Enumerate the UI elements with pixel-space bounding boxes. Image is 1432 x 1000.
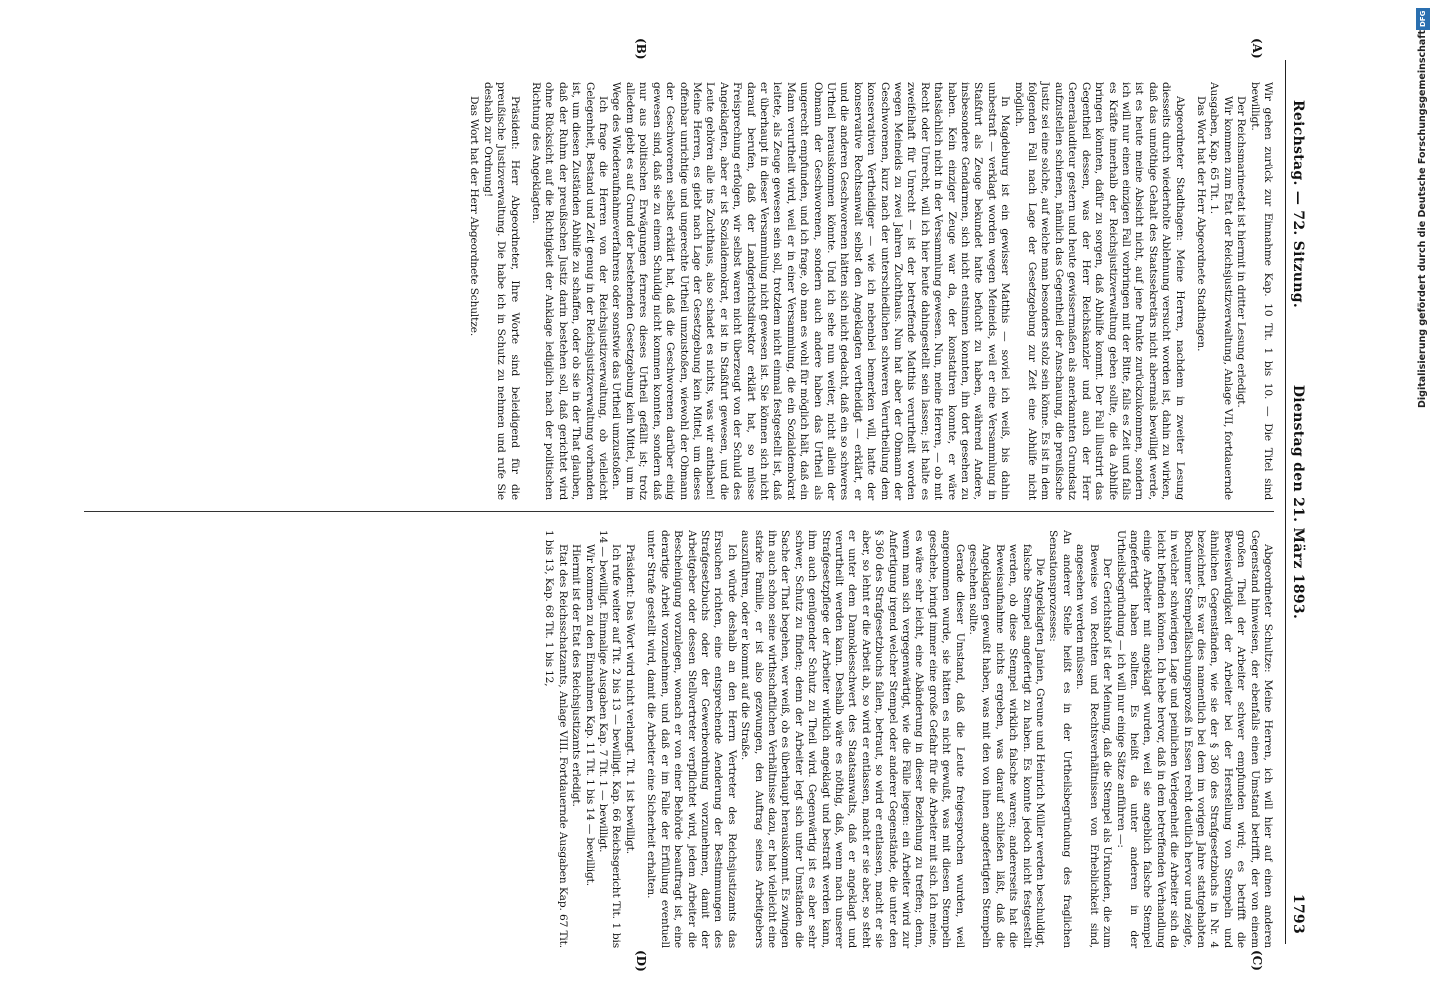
paragraph: Ich rufe weiter auf Tit. 2 bis 13 — bewilligt. Kap. 66 Reichsgericht Tit. 1 bis 14 — bewilligt. Einmalige Ausgaben Kap. 7 Tit. 1 — bewilligt. <box>597 530 623 948</box>
paragraph: Wir kommen zu den Einnahmen Kap. 11 Tit. 1 bis 14 — bewilligt. <box>583 544 596 887</box>
header-center: Dienstag den 21. März 1893. <box>1290 384 1306 620</box>
paragraph: An anderer Stelle heißt es in der Urtheilsbegründung des fraglichen Sensationsprozesses: <box>1047 530 1073 948</box>
paragraph: Ich frage die Herren von der Reichsjustizverwaltung, ob vielleicht Gelegenheit, Bestand und Zeit genug in der Reichsjustizverwaltung vorhanden ist, um diesen Zuständen Abhilfe zu schaffen, oder ob sie in der That glauben, daß der Ruhm der preußischen Justiz darin bestehen soll, daß gerichtet wird ohne Rücksicht auf die Richtigkeit der Anklage lediglich nach der politischen Richtung des Angeklagten. <box>530 82 610 500</box>
paragraph: Das Wort hat der Herr Abgeordnete Schultze. <box>468 96 481 337</box>
paragraph: Hiermit ist der Etat des Reichsjustizamts erledigt. <box>570 544 583 807</box>
header-left: Reichstag. — 72. Sitzung. <box>1290 100 1306 308</box>
left-column <box>467 82 1274 500</box>
speech-schultze: Abgeordneter Schultze: Meine Herren, ich will hier auf einen anderen Gegenstand hinweisen, der ebenfalls einen Umstand betrifft, der von einem großen Theil der Arbeiter schwer empfunden wird; es betrifft die Beweiswürdigkeit der Arbeiter bei der Herstellung von Stempeln und ähnlichen Gegenständen, wie sie der § 360 des Strafgesetzbuchs in Nr. 4 bezeichnet. Es war dies namentlich bei dem im vorigen Jahre stattgehabten Bochumer Stempelfälschungsprozeß in Essen recht deutlich hervor und zeigte, in welcher schwierigen Lage und peinlichen Verlegenheit die Arbeiter sich da leicht befinden können. Ich hebe hervor, daß in dem betreffenden Verhandlung einige Arbeiter mit angeklagt wurden, weil sie angeblich falsche Stempel angefertigt haben sollten. Es heißt da unter anderen in der Urtheilsbegründung — ich will nur einige Sätze anführen —: <box>1114 530 1274 948</box>
paragraph: Gerade dieser Umstand, daß die Leute freigesprochen wurden, weil angenommen wurde, sie hätten es nicht gewußt, was mit diesen Stempeln geschehe, bringt immer eine große Gefahr für die Arbeiter mit sich. Ich meine, es wäre sehr leicht, eine Abänderung in dieser Beziehung zu treffen; denn, wenn man sich vergegenwärtigt, wie die Fälle liegen: ein Arbeiter wird zur Anfertigung irgend welcher Stempel oder anderer Gegenstände, die unter den § 360 des Strafgesetzbuchs fallen, betraut, so wird er entlassen, macht er sie aber, so lehnt er die Arbeit ab, so wird er entlassen, macht er sie aber, so steht er unter dem Damoklesschwert des Staatsanwalts, daß er angeklagt und verurtheilt werden kann. Deshalb wäre es nöthig, daß, wenn nach unserer Strafgesetzpflege der Arbeiter wirklich angeklagt und bestraft werden kann, ihm auch genügender Schutz zu Theil wird. Gegenwärtig ist es aber sehr schwer, Schutz zu finden; denn der Arbeiter legt sich unter Umständen die Sache der That begehen, wer weiß, ob es überhaupt herauskommt. Es zwingen ihn auch schon seine wirthschaftlichen Verhältnisse dazu, er hat vielleicht eine starke Familie, er ist also gezwungen, den Auftrag seines Arbeitgebers auszuführen, oder er kommt auf die Straße. <box>739 530 966 948</box>
margin-mark-a: (A) <box>1250 38 1264 59</box>
margin-mark-b: (B) <box>634 38 648 60</box>
paragraph: Das Wort hat der Herr Abgeordnete Stadthagen. <box>1194 96 1207 352</box>
margin-mark-c: (C) <box>1250 950 1264 971</box>
paragraph: Der Reichsmarineetat ist hiermit in dritter Lesung erledigt. <box>1235 96 1248 408</box>
funding-note: Digitalisierung gefördert durch die Deutsche Forschungsgemeinschaft <box>1417 30 1428 408</box>
dfg-logo: DFG <box>1416 8 1430 30</box>
quotation: Die Angeklagten Janien, Greune und Heinrich Müller werden beschuldigt, falsche Stempel angefertigt zu haben. Es konnte jedoch nicht festgestellt werden, ob diese Stempel wirklich falsche waren; andererseits hat die Beweisaufnahme nichts ergeben, was darauf schließen läßt, daß die Angeklagten gewußt haben, was mit den von ihnen angefertigten Stempeln geschehen sollte. <box>967 544 1047 948</box>
paragraph: In Magdeburg ist ein gewisser Matthis — soviel ich weiß, bis dahin unbestraft — verklagt worden wegen Meineids, weil er eine Versammlung in Staßfurt als Zeuge bekundet hatte befucht zu haben, während Andere, insbesondere Gendarmen, sich nicht entsinnen konnten, ihn dort gesehen zu haben. Kein einziger Zeuge war da, der konstatiren konnte, er wäre thatsächlich nicht in der Versammlung gewesen. Nun, meine Herren, — ob mit Recht oder Unrecht, will ich hier heute dahingestellt sein lassen; ist halte es zweifelhaft für Unrecht — ist der betreffende Matthis verurtheilt worden wegen Meineids zu zwei Jahren Zuchthaus. Nun hat aber der Obmann der Geschworenen, kurz nach der unterschiedlichen schweren Verurtheilung dem konservativen Vertheidiger — wie ich nebenbei bemerken will, hatte der konservative Rechtsanwalt selbst den Angeklagten vertheidigt — erklärt, er und die anderen Geschworenen hätten sich nicht gedacht, daß ein so schweres Urtheil herauskommen könnte. Und ich sehe nun weiter, nicht allein der Obmann der Geschworenen, sondern auch andere haben das Urtheil als ungerecht empfunden, und ich frage, ob man es wohl für möglich hält, daß ein Mann verurtheilt wird, weil er in einer Versammlung, die ein Sozialdemokrat leitete, als Zeuge gewesen sein soll, trotzdem nicht einmal festgestellt ist, daß er überhaupt in dieser Versammlung nicht gewesen ist. Sie können sich nicht darauf berufen, daß der Landgerichtsdirektor erklärt hat, so müsse Freisprechung erfolgen, wir selbst waren nicht überzeugt von der Schuld des Angeklagten, aber er ist Sozialdemokrat, er ist in Staßfurt gewesen, und die Leute gehören alle ins Zuchthaus, also schadet es nichts, was wir anthaben! Meine Herren, es giebt nach Lage der Gesetzgebung kein Mittel, um dieses offenbar unrichtige und ungerechte Urtheil umzustoßen, wiewohl der Obmann der Geschworenen selbst erklärt hat, daß die Geschworenen darüber einig gewesen sind, daß sie zu einem Schuldig nicht kommen konnten, sondern daß nur aus politischen Erwägungen ferneres dieses Urtheil gefällt ist; trotz alledem giebt es auf Grund der bestehenden Gesetzgebung kein Mittel, um im Wege des Wiederaufnahmeverfahrens oder sonstwie das Urtheil umzustoßen. <box>610 82 1012 500</box>
speech-president: Präsident: Das Wort wird nicht verlangt. Tit. 1 ist bewilligt. <box>623 544 636 854</box>
paragraph: Etat des Reichsschatzamts, Anlage VIII. Fortdauernde Ausgaben Kap. 67 Tit. 1 bis 13, Kap. 68 Tit. 1 bis 12, <box>543 530 569 948</box>
paragraph: Ich würde deshalb an den Herrn Vertreter des Reichsjustizamts das Ersuchen richten, eine entsprechende Aenderung der Bestimmungen des Strafgesetzbuchs oder der Gewerbeordnung vorzunehmen, damit der Arbeitgeber oder dessen Stellvertreter verpflichtet wird, jedem Arbeiter die Bescheinigung vorzulegen, wonach er von einer Behörde beauftragt ist, eine derartige Arbeit vorzunehmen, und daß er im Falle der Erfüllung eventuell unter Strafe gestellt wird, damit die Arbeiter eine Sicherheit erhalten. <box>645 530 738 948</box>
paragraph: Wir gehen zurück zur Einnahme Kap. 10 Tit. 1 bis 10. — Die Titel sind bewilligt. <box>1248 82 1274 500</box>
column-divider <box>84 511 1274 512</box>
quotation: Der Gerichtshof ist der Meinung, daß die Stempel als Urkunden, die zum Beweise von Rechten und Rechtsverhältnissen von Erheblichkeit sind, angesehen werden müssen. <box>1074 544 1114 948</box>
right-column <box>542 530 1274 948</box>
margin-mark-d: (D) <box>634 950 648 972</box>
page-number: 1793 <box>1290 893 1306 934</box>
paragraph: Wir kommen zum Etat der Reichsjustizverwaltung, Anlage VII, fortdauernde Ausgaben, Kap. 65 Tit. 1. <box>1208 82 1234 500</box>
speech-president: Präsident: Herr Abgeordneter, Ihre Worte sind beleidigend für die preußische Justizverwaltung. Die habe ich in Schutz zu nehmen und rufe Sie deshalb zur Ordnung! <box>481 82 521 500</box>
speech-stadthagen: Abgeordneter Stadthagen: Meine Herren, nachdem in zweiter Lesung diesseits durch wiederholte Ablehnung versucht worden ist, dahin zu wirken, daß das unnöthige Gehalt des Staatssekretärs nicht abermals bewilligt werde, ist es heute meine Absicht nicht, auf jene Punkte zurückzukommen, sondern ich will nur einen einzigen Fall vorbringen mit der Bitte, falls es Zeit und falls es Kräfte innerhalb der Reichsjustizverwaltung geben sollte, die da Abhilfe bringen könnten, dafür zu sorgen, daß Abhilfe kommt. Der Fall illustrirt das Gegentheil dessen, was der Herr Reichskanzler und auch der Herr Generalauditeur gestern und heute gewissermaßen als anerkannten Grundsatz aufzustellen schienen, nämlich das Gegentheil der Anschauung, die preußische Justiz sei eine solche, auf welche man besonders stolz sein könne. Es ist in dem folgenden Fall nach Lage der Gesetzgebung zur Zeit eine Abhilfe nicht möglich. <box>1012 82 1186 500</box>
page-header <box>1285 60 1314 944</box>
